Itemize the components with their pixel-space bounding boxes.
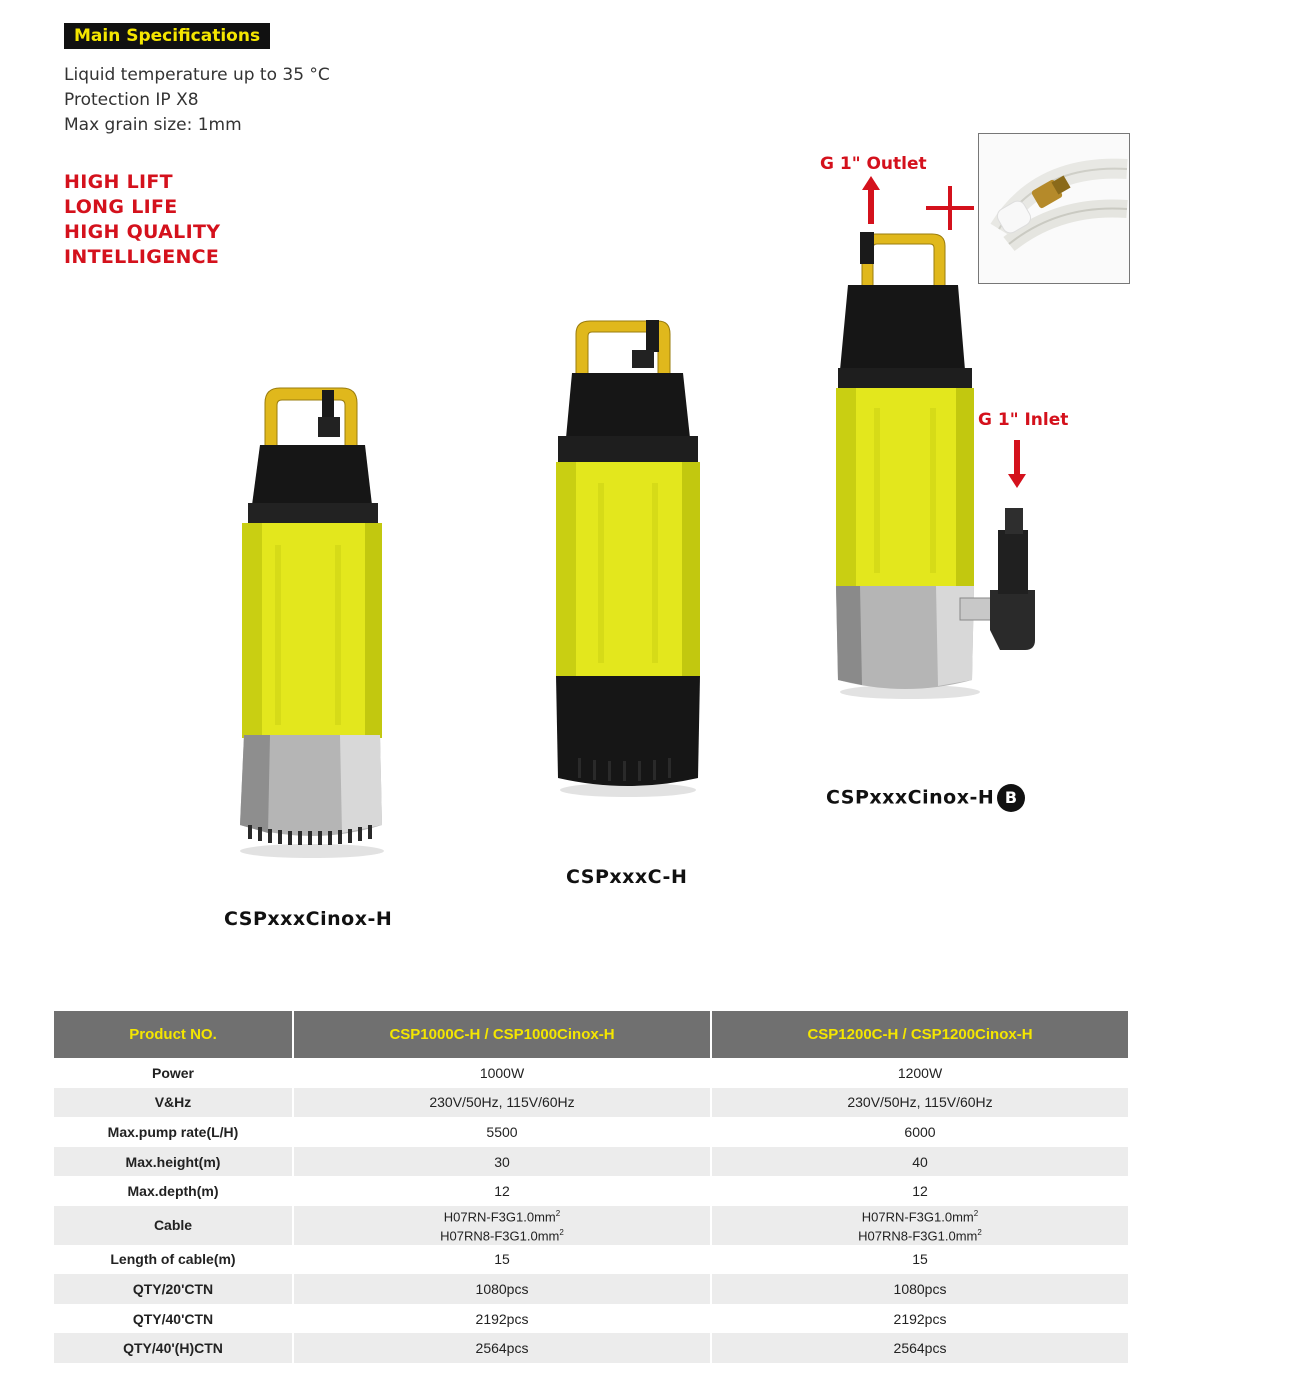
- row-label: QTY/40'(H)CTN: [53, 1333, 293, 1363]
- header-csp1200: CSP1200C-H / CSP1200Cinox-H: [711, 1011, 1129, 1058]
- cable-b2: H07RN8-F3G1.0mm: [858, 1228, 978, 1244]
- variant-b-badge: B: [997, 784, 1025, 812]
- table-row: [53, 1274, 1129, 1304]
- table-row: [53, 1088, 1129, 1118]
- row-label: Cable: [53, 1206, 293, 1245]
- plus-icon: [926, 186, 974, 230]
- cell: 12: [711, 1176, 1129, 1206]
- sup: 2: [559, 1228, 564, 1238]
- cell: [711, 1206, 1129, 1245]
- outlet-label: G 1" Outlet: [820, 154, 927, 174]
- table-row: [53, 1245, 1129, 1275]
- spec-grain-size: Max grain size: 1mm: [64, 115, 242, 135]
- table-row: [53, 1176, 1129, 1206]
- outlet-arrow-icon: [860, 176, 882, 226]
- cell: 230V/50Hz, 115V/60Hz: [293, 1088, 711, 1118]
- table-row: [53, 1058, 1129, 1088]
- cell: 40: [711, 1147, 1129, 1177]
- table-header-row: [53, 1011, 1129, 1058]
- table-row: [53, 1147, 1129, 1177]
- table-row: [53, 1117, 1129, 1147]
- feature-long-life: LONG LIFE: [64, 196, 178, 218]
- cell: 30: [293, 1147, 711, 1177]
- spec-list: [64, 63, 330, 138]
- row-label: V&Hz: [53, 1088, 293, 1118]
- cell: 15: [293, 1245, 711, 1275]
- specifications-table: [52, 1011, 1130, 1363]
- cell: 2564pcs: [293, 1333, 711, 1363]
- spec-protection: Protection IP X8: [64, 90, 199, 110]
- row-label: Length of cable(m): [53, 1245, 293, 1275]
- feature-high-lift: HIGH LIFT: [64, 171, 173, 193]
- cell: 5500: [293, 1117, 711, 1147]
- inlet-arrow-icon: [1006, 440, 1028, 490]
- cell: 1080pcs: [711, 1274, 1129, 1304]
- cell: 12: [293, 1176, 711, 1206]
- pump-inox-image: [230, 385, 400, 860]
- table-row: [53, 1333, 1129, 1363]
- cell: 1200W: [711, 1058, 1129, 1088]
- row-label: Max.height(m): [53, 1147, 293, 1177]
- cell: 2192pcs: [293, 1304, 711, 1334]
- model-label-inox-b-text: CSPxxxCinox-H: [826, 786, 995, 809]
- feature-high-quality: HIGH QUALITY: [64, 221, 221, 243]
- sup: 2: [973, 1208, 979, 1218]
- row-label: Max.pump rate(L/H): [53, 1117, 293, 1147]
- cell: 1000W: [293, 1058, 711, 1088]
- cell: 6000: [711, 1117, 1129, 1147]
- cell: 15: [711, 1245, 1129, 1275]
- row-label: QTY/40'CTN: [53, 1304, 293, 1334]
- sup: 2: [977, 1228, 982, 1238]
- row-label: Max.depth(m): [53, 1176, 293, 1206]
- model-label-inox: CSPxxxCinox-H: [224, 908, 393, 930]
- feature-list: [64, 170, 220, 270]
- cable-a1: H07RN-F3G1.0mm: [443, 1209, 556, 1225]
- cell: 1080pcs: [293, 1274, 711, 1304]
- feature-intelligence: INTELLIGENCE: [64, 246, 220, 268]
- cell: 230V/50Hz, 115V/60Hz: [711, 1088, 1129, 1118]
- header-csp1000: CSP1000C-H / CSP1000Cinox-H: [293, 1011, 711, 1058]
- cell: [293, 1206, 711, 1245]
- row-label: Power: [53, 1058, 293, 1088]
- model-label-standard: CSPxxxC-H: [566, 866, 688, 888]
- pump-standard-image: [548, 318, 708, 798]
- header-product-no: Product NO.: [53, 1011, 293, 1058]
- cell: 2564pcs: [711, 1333, 1129, 1363]
- hose-accessory-image: [978, 133, 1130, 284]
- cable-b1: H07RN-F3G1.0mm: [861, 1209, 974, 1225]
- cell: 2192pcs: [711, 1304, 1129, 1334]
- spec-liquid-temp: Liquid temperature up to 35 °C: [64, 65, 330, 85]
- model-label-inox-b: [826, 784, 1025, 812]
- table-row: [53, 1206, 1129, 1245]
- hose-icon: [979, 134, 1129, 282]
- cable-a2: H07RN8-F3G1.0mm: [440, 1228, 560, 1244]
- row-label: QTY/20'CTN: [53, 1274, 293, 1304]
- main-specifications-badge: Main Specifications: [64, 23, 270, 49]
- sup: 2: [555, 1208, 561, 1218]
- table-row: [53, 1304, 1129, 1334]
- inlet-label: G 1" Inlet: [978, 410, 1069, 430]
